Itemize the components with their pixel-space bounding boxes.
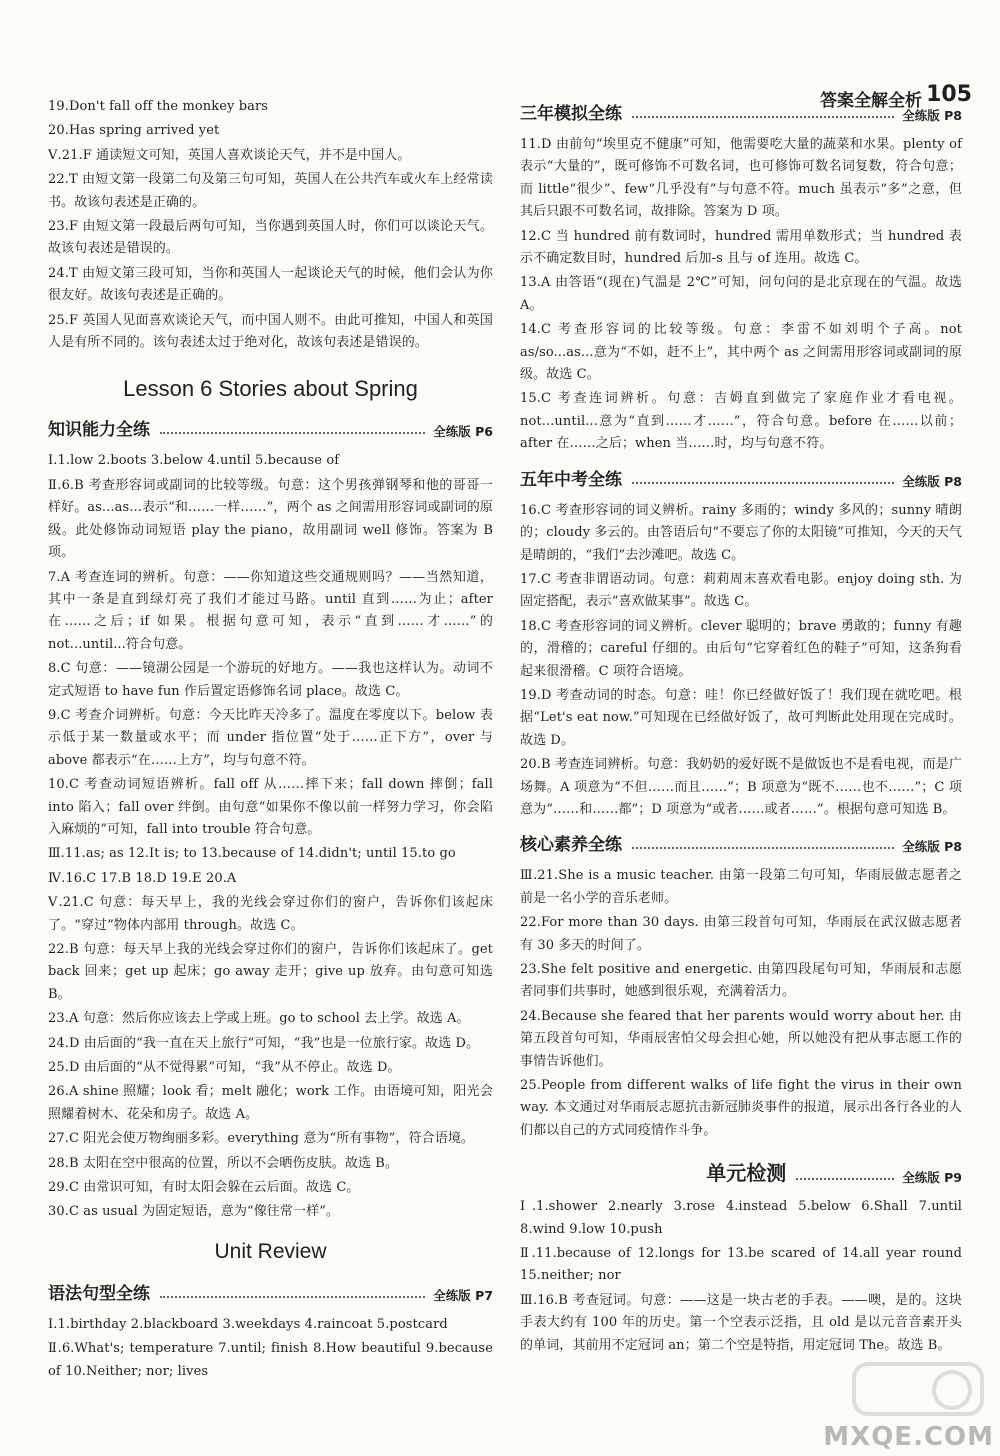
answer-item: 11.D 由前句“埃里克不健康”可知，他需要吃大量的蔬菜和水果。plenty of 表示“大量的”，既可修饰不可数名词，也可修饰可数名词复数，符合句意；而 little“很少”、few“几乎没有”与句意不符。much 虽表示“多”之意，但其后只跟不可数名词，故排除。答案为 D 项。	[520, 137, 962, 220]
section-header	[520, 462, 962, 490]
answer-item: 25.F 英国人见面喜欢谈论天气，而中国人则不。由此可推知，中国人和英国人是有所不同的。该句表述太过于绝对化，故该句表述是错误的。	[48, 312, 493, 351]
section-ref: 全练版 P7	[433, 1287, 493, 1303]
answer-item: Ⅲ.21.She is a music teacher. 由第一段第二句可知，华雨辰做志愿者之前是一名小学的音乐老师。	[520, 868, 962, 906]
section-header	[48, 1276, 493, 1304]
answer-item: Ⅲ.11.as; as 12.It is; to 13.because of 14.didn't; until 15.to go	[48, 846, 456, 862]
answer-item: Ⅱ.6.B 考查形容词或副词的比较等级。句意：这个男孩弹钢琴和他的哥哥一样好。as...as...表示“和……一样……”，两个 as 之间需用形容词或副词的原级。此处修饰动词短语 play the piano，故用副词 well 修饰。答案为 B 项。	[48, 477, 493, 561]
answer-item: 22.For more than 30 days. 由第三段首句可知，华雨辰在武汉做志愿者有 30 多天的时间了。	[520, 915, 962, 953]
left-column	[48, 96, 493, 1385]
answer-item: 9.C 考查介词辨析。句意：今天比昨天冷多了。温度在零度以下。below 表示低于某一数量或水平；而 under 指位置“处于……正下方”，over 与 above 都表示“在……上方”，均与句意不符。	[48, 707, 493, 768]
answer-item: 23.A 句意：然后你应该去上学或上班。go to school 去上学。故选 A。	[48, 1011, 470, 1027]
section-title: 知识能力全练	[48, 420, 150, 441]
section-title: 核心素养全练	[520, 835, 622, 856]
section-header	[520, 1158, 962, 1186]
section-header	[48, 412, 493, 440]
answer-item: Ⅲ.16.B 考查冠词。句意：——这是一块古老的手表。——噢，是的。这块手表大约有 100 年的历史。第一个空表示泛指，且 old 是以元音音素开头的单词，其前用不定冠词 an；第二个空是特指，用定冠词 The。故选 B。	[520, 1292, 962, 1353]
section-ref: 全练版 P6	[433, 424, 493, 440]
answer-item: Ⅳ.16.C 17.B 18.D 19.E 20.A	[48, 870, 237, 886]
answer-item: 13.A 由答语“(现在)气温是 2℃”可知，问句问的是北京现在的气温。故选 A。	[520, 275, 962, 313]
answer-item: 30.C as usual 为固定短语，意为“像往常一样”。	[48, 1204, 340, 1220]
answer-item: 17.C 考查非谓语动词。句意：莉莉周末喜欢看电影。enjoy doing sth. 为固定搭配，表示“喜欢做某事”。故选 C。	[520, 571, 962, 610]
answer-block	[48, 96, 493, 354]
answer-item: 23.She felt positive and energetic. 由第四段尾句可知，华雨辰和志愿者同事们共事时，她感到很乐观，充满着活力。	[520, 962, 962, 1000]
answer-item: 24.T 由短文第三段可知，当你和英国人一起谈论天气的时候，他们会认为你很友好。故该句表述是正确的。	[48, 265, 493, 304]
answer-item: 16.C 考查形容词的词义辨析。rainy 多雨的；windy 多风的；sunny 晴朗的；cloudy 多云的。由答语后句“不要忘了你的太阳镜”可推知，今天的天气是晴朗的，“我们”去沙滩吧。故选 C。	[520, 502, 962, 563]
answer-item: 15.C 考查连词辨析。句意：吉姆直到做完了家庭作业才看电视。not...until...意为“直到……才……”，符合句意。before 在……以前；after 在……之后；when 当……时，均与句意不符。	[520, 391, 962, 452]
section-title: 语法句型全练	[48, 1283, 150, 1304]
answer-item: 22.B 句意：每天早上我的光线会穿过你们的窗户，告诉你们该起床了。get back 回来；get up 起床；go away 走开；give up 放弃。由句意可知选 B。	[48, 942, 493, 1002]
section-ref: 全练版 P8	[902, 473, 962, 489]
answer-block	[48, 1314, 493, 1383]
answer-item: 14.C 考查形容词的比较等级。句意：李雷不如刘明个子高。not as/so...as...意为“不如，赶不上”，其中两个 as 之间需用形容词或副词的原级。故选 C。	[520, 322, 962, 383]
unit-title: Unit Review	[214, 1239, 327, 1263]
section-header	[520, 96, 962, 124]
answer-item: 25.People from different walks of life fight the virus in their own way. 本文通过对华雨辰志愿抗击新冠肺炎事件的报道，展示出各行各业的人们都以自己的方式同疫情作斗争。	[520, 1078, 962, 1138]
answer-item: 26.A shine 照耀；look 看；melt 融化；work 工作。由语境可知，阳光会照耀着树木、花朵和房子。故选 A。	[48, 1084, 493, 1122]
answer-block	[48, 450, 493, 1223]
answer-item: 8.C 句意：——镜湖公园是一个游玩的好地方。——我也这样认为。动词不定式短语 to have fun 作后置定语修饰名词 place。故选 C。	[48, 661, 493, 699]
section-ref: 全练版 P8	[902, 108, 962, 123]
answer-item: 19.Don't fall off the monkey bars	[48, 99, 269, 114]
section-ref: 全练版 P9	[902, 1170, 962, 1186]
answer-item: 7.A 考查连词的辨析。句意：——你知道这些交通规则吗？——当然知道，其中一条是直到绿灯亮了我们才能过马路。until 直到……为止；after 在……之后；if 如果。根据句意可知，表示“直到……才……”的 not...until...符合句意。	[48, 569, 493, 652]
answer-item: 23.F 由短文第一段最后两句可知，当你遇到英国人时，你们可以谈论天气。故该句表述是错误的。	[48, 219, 493, 257]
answer-item: 22.T 由短文第一段第二句及第三句可知，英国人在公共汽车或火车上经常读书。故该句表述是正确的。	[48, 172, 493, 210]
watermark-text: MXQE.COM	[823, 1422, 994, 1452]
answer-item: 18.C 考查形容词的词义辨析。clever 聪明的；brave 勇敢的；funny 有趣的，滑稽的；careful 仔细的。由后句“它穿着红色的鞋子”可知，这条狗看起来很滑稽。C 项符合语境。	[520, 618, 962, 679]
leader-dots	[160, 432, 425, 434]
answer-item: 27.C 阳光会使万物绚丽多彩。everything 意为“所有事物”，符合语境。	[48, 1131, 475, 1147]
leader-dots	[160, 1296, 425, 1298]
answer-item: Ⅰ.1.low 2.boots 3.below 4.until 5.because of	[48, 453, 340, 469]
page-number: 105	[926, 82, 972, 107]
answer-item: 24.Because she feared that her parents would worry about her. 由第五段首句可知，华雨辰害怕父母会担心她，所以她没有把从事志愿工作的事情告诉他们。	[520, 1008, 962, 1069]
answer-item: 10.C 考查动词短语辨析。fall off 从……摔下来；fall down 摔倒；fall into 陷入；fall over 绊倒。由句意“如果你不像以前一样努力学习，你会陷入麻烦的”可知，fall into trouble 符合句意。	[48, 777, 493, 837]
answer-item: 28.B 太阳在空中很高的位置，所以不会晒伤皮肤。故选 B。	[48, 1155, 399, 1171]
answer-block	[520, 1196, 962, 1357]
leader-dots	[632, 482, 894, 484]
right-column	[520, 96, 962, 1359]
leader-dots	[796, 1178, 894, 1180]
header-title: 答案全解全析	[820, 91, 922, 111]
section-header	[520, 827, 962, 855]
answer-block	[520, 134, 962, 456]
answer-item: 12.C 当 hundred 前有数词时，hundred 需用单数形式；当 hundred 表示不确定数目时，hundred 后加-s 且与 of 连用。故选 C。	[520, 228, 962, 267]
section-title: 五年中考全练	[520, 469, 622, 490]
answer-item: 29.C 由常识可知，有时太阳会躲在云后面。故选 C。	[48, 1180, 360, 1196]
answer-item: 20.Has spring arrived yet	[48, 123, 220, 139]
answer-item: Ⅱ.6.What's; temperature 7.until; finish 8.How beautiful 9.because of 10.Neither; nor; lives	[48, 1341, 493, 1379]
answer-item: Ⅱ.11.because of 12.longs for 13.be scared of 14.all year round 15.neither; nor	[520, 1246, 962, 1284]
answer-item: Ⅴ.21.C 句意：每天早上，我的光线会穿过你们的窗户，告诉你们该起床了。“穿过”物体内部用 through。故选 C。	[48, 895, 493, 933]
answer-item: 20.B 考查连词辨析。句意：我奶奶的爱好既不是做饭也不是看电视，而是广场舞。A 项意为“不但……而且……”；B 项意为“既不……也不……”；C 项意为“……和……都”；D 项意为“或者……或者……”。根据句意可知选 B。	[520, 757, 962, 817]
leader-dots	[632, 116, 894, 118]
answer-block	[520, 500, 962, 822]
answer-item: Ⅴ.21.F 通读短文可知，英国人喜欢谈论天气，并不是中国人。	[48, 147, 411, 163]
answer-item: Ⅰ.1.shower 2.nearly 3.rose 4.instead 5.below 6.Shall 7.until 8.wind 9.low 10.push	[520, 1199, 962, 1237]
section-title: 单元检测	[706, 1161, 787, 1186]
answer-item: Ⅰ.1.birthday 2.blackboard 3.weekdays 4.raincoat 5.postcard	[48, 1316, 448, 1332]
answer-item: 19.D 考查动词的时态。句意：哇！你已经做好饭了！我们现在就吃吧。根据“Let's eat now.”可知现在已经做好饭了，故可判断此处用现在完成时。故选 D。	[520, 687, 962, 748]
answer-item: 25.D 由后面的“从不觉得累”可知，“我”从不停止。故选 D。	[48, 1060, 401, 1076]
leader-dots	[632, 847, 894, 849]
section-ref: 全练版 P8	[902, 839, 962, 855]
answer-block	[520, 865, 962, 1142]
answer-item: 24.D 由后面的“我一直在天上旅行”可知，“我”也是一位旅行家。故选 D。	[48, 1035, 480, 1051]
lesson-title: Lesson 6 Stories about Spring	[123, 376, 418, 402]
section-title: 三年模拟全练	[520, 104, 622, 124]
